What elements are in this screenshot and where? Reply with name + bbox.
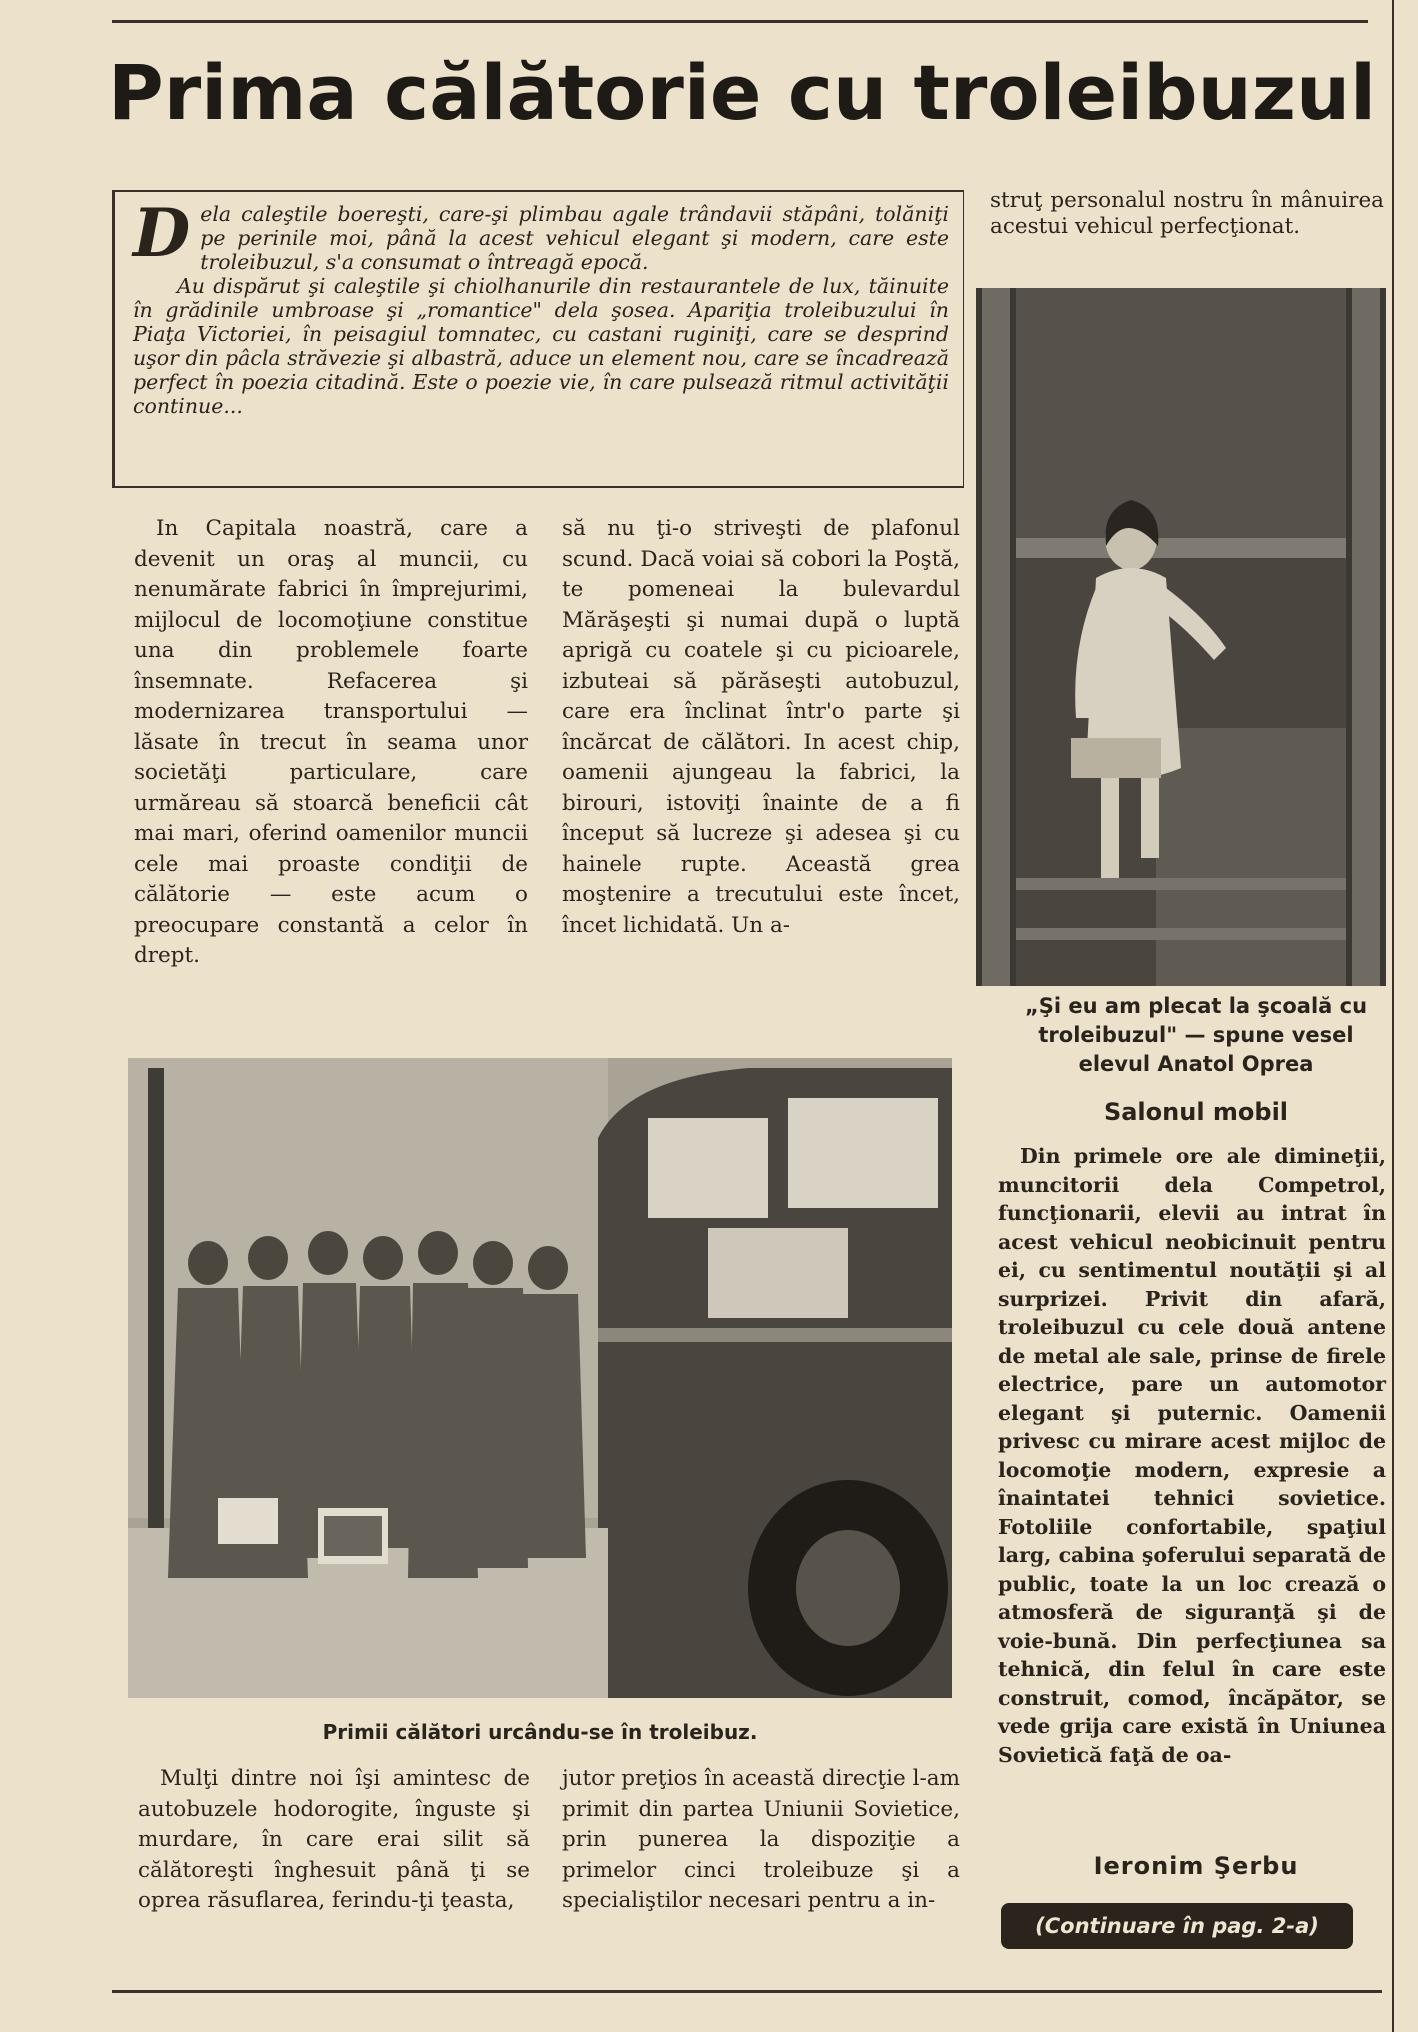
student-photo	[976, 288, 1386, 986]
column-3-top-text: struţ personalul nostru în mânuirea acestui vehicul perfecţionat.	[990, 188, 1384, 239]
column-1	[134, 514, 528, 972]
subhead-salonul-mobil: Salonul mobil	[1103, 1098, 1289, 1126]
column-3-top	[990, 188, 1384, 240]
column-3-bottom	[998, 1142, 1386, 1769]
boarding-photo-caption: Primii călători urcându-se în troleibuz.	[322, 1720, 758, 1744]
right-edge-rule	[1392, 0, 1394, 2032]
column-2-bottom	[562, 1764, 960, 1917]
column-3-bottom-text: Din primele ore ale dimineţii, muncitorii dela Competrol, funcţionarii, elevii au intrat în acest vehicul neobicinuit pentru ei, cu sentimentul noutăţii şi al surprizei. Privit din afară, troleibuzul cu cele două antene de metal ale sale, prinse de firele electrice, pare un automotor elegant şi puternic. Oamenii privesc cu mirare acest mijloc de locomoţie modern, expresie a înaintatei tehnici sovietice. Fotoliile confortabile, spaţiul larg, cabina şoferului separată de public, toate la un loc crează o atmosferă de siguranţă şi de voie-bună. Din perfecţiunea sa tehnică, din felul în care este construit, comod, încăpător, se vede grija care există în Uniunea Sovietică faţă de oa-	[998, 1144, 1386, 1767]
column-1-bottom-text: Mulţi dintre noi îşi amintesc de autobuzele hodorogite, înguste şi murdare, în care erai silit să călătoreşti înghesuit până ţi se oprea răsuflarea, ferindu-ţi ţeasta,	[138, 1766, 530, 1913]
column-2-bottom-text: jutor preţios în această direcţie l-am primit din partea Uniunii Sovietice, prin punerea la dispoziţie a primelor cinci troleibuze şi a specialiştilor necesari pentru a in-	[562, 1766, 960, 1913]
byline: Ieronim Şerbu	[1093, 1852, 1299, 1880]
lead-paragraph-1: ela caleştile boereşti, care-şi plimbau agale trândavii stăpâni, tolăniţi pe perinile moi, până la acest vehicul elegant şi modern, care este troleibuzul, s'a consumat o întreagă epocă.	[200, 202, 949, 274]
bottom-rule	[112, 1990, 1382, 1993]
column-1-text: In Capitala noastră, care a devenit un oraş al muncii, cu nenumărate fabrici în împrejurimi, mijlocul de locomoţiune constitue una din problemele foarte însemnate. Refacerea şi modernizarea transportului — lăsate în trecut în seama unor societăţi particulare, care urmăreau să stoarcă beneficii cât mai mari, oferind oamenilor muncii cele mai proaste condiţii de călătorie — este acum o preocupare constantă a celor în drept.	[134, 516, 528, 968]
column-2	[562, 514, 960, 941]
top-rule	[112, 20, 1368, 23]
headline: Prima călătorie cu troleibuzul	[108, 48, 1377, 137]
continuation-box: (Continuare în pag. 2-a)	[1001, 1903, 1353, 1949]
column-2-text: să nu ţi-o striveşti de plafonul scund. Dacă voiai să cobori la Poştă, te pomeneai la bulevardul Mărăşeşti şi numai după o luptă aprigă cu coatele şi cu picioarele, izbuteai să părăseşti autobuzul, care era înclinat într'o parte şi încărcat de călători. In acest chip, oamenii ajungeau la fabrici, la birouri, istoviţi înainte de a fi început să lucreze şi adesea şi cu hainele rupte. Această grea moştenire a trecutului este încet, încet lichidată. Un a-	[562, 516, 960, 938]
student-photo-caption: „Şi eu am plecat la şcoală cu troleibuzul" — spune vesel elevul Anatol Oprea	[1024, 994, 1368, 1076]
lead-box	[112, 190, 964, 488]
drop-cap: D	[133, 194, 191, 272]
lead-paragraph-2: Au dispărut şi caleştile şi chiolhanurile din restaurantele de lux, tăinuite în grădinile umbroase şi „romantice" dela şosea. Apariţia troleibuzului în Piaţa Victoriei, în peisagiul tomnatec, cu castani ruginiţi, care se desprind uşor din pâcla străvezie şi albastră, aduce un element nou, care se încadrează perfect în poezia citadină. Este o poezie vie, în care pulsează ritmul activităţii continue...	[133, 274, 949, 418]
boarding-photo	[128, 1058, 952, 1698]
column-1-bottom	[138, 1764, 530, 1917]
